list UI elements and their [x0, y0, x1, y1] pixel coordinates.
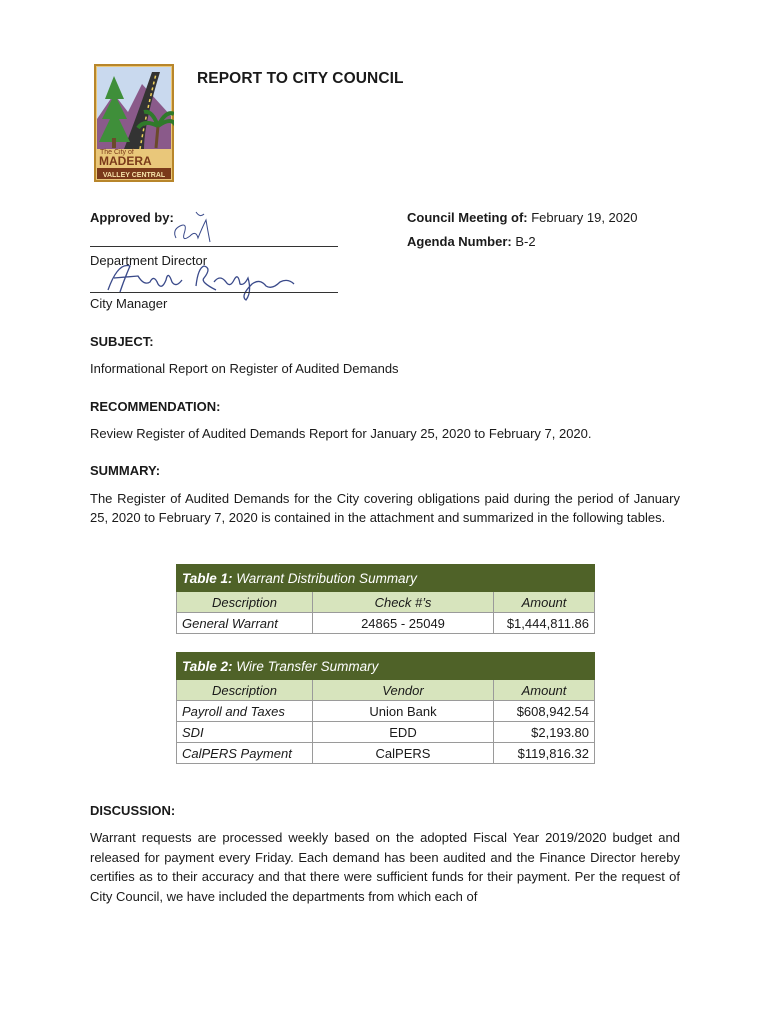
- column-header: Description: [177, 680, 313, 701]
- agenda-number-label: Agenda Number:: [407, 234, 512, 249]
- table-cell: $608,942.54: [494, 701, 595, 722]
- wire-transfer-table: [176, 652, 595, 764]
- table-row: [177, 743, 595, 764]
- summary-text: The Register of Audited Demands for the City covering obligations paid during the period of January 25, 2020 to February 7, 2020 is contained in the attachment and summarized in the following tables.: [90, 491, 680, 525]
- agenda-number-value: B-2: [515, 234, 536, 249]
- subject-heading: SUBJECT:: [90, 334, 154, 349]
- department-director-label: Department Director: [90, 253, 208, 268]
- council-meeting-date: February 19, 2020: [531, 210, 638, 225]
- logo-line3: VALLEY CENTRAL: [102, 172, 166, 179]
- table-cell: SDI: [177, 722, 313, 743]
- logo-line1: The City of: [100, 149, 134, 156]
- table-cell: General Warrant: [177, 613, 313, 634]
- column-header: Amount: [494, 680, 595, 701]
- report-title: REPORT TO CITY COUNCIL: [197, 70, 404, 87]
- table-cell: Union Bank: [313, 701, 494, 722]
- table2-caption: Table 2: Wire Transfer Summary: [177, 653, 595, 680]
- table-row: [177, 613, 595, 634]
- director-signature: [168, 208, 218, 248]
- table-cell: 24865 - 25049: [313, 613, 494, 634]
- council-meeting: [407, 210, 637, 225]
- table1-caption: Table 1: Warrant Distribution Summary: [177, 565, 595, 592]
- table-cell: EDD: [313, 722, 494, 743]
- warrant-distribution-table: [176, 564, 595, 634]
- discussion-heading: DISCUSSION:: [90, 803, 176, 818]
- director-signature-line: [90, 246, 338, 247]
- column-header: Check #’s: [313, 592, 494, 613]
- table-row: [177, 722, 595, 743]
- table-cell: $1,444,811.86: [494, 613, 595, 634]
- table-cell: Payroll and Taxes: [177, 701, 313, 722]
- city-manager-label: City Manager: [90, 296, 168, 311]
- subject-text: Informational Report on Register of Audited Demands: [90, 361, 399, 376]
- table-cell: CalPERS: [313, 743, 494, 764]
- discussion-text: Warrant requests are processed weekly based on the adopted Fiscal Year 2019/2020 budget and released for payment every Friday. Each demand has been audited and the Finance Director hereby certifies as to their accuracy and that there were sufficient funds for their payment. Per the request of City Council, we have included the departments from which each of: [90, 830, 680, 904]
- city-of-madera-logo: [94, 64, 174, 182]
- column-header: Vendor: [313, 680, 494, 701]
- summary-heading: SUMMARY:: [90, 463, 161, 478]
- table-row: [177, 701, 595, 722]
- city-manager-signature-line: [90, 292, 338, 293]
- table-cell: $2,193.80: [494, 722, 595, 743]
- recommendation-heading: RECOMMENDATION:: [90, 399, 221, 414]
- agenda-number: [407, 234, 536, 249]
- column-header: Amount: [494, 592, 595, 613]
- column-header: Description: [177, 592, 313, 613]
- council-meeting-label: Council Meeting of:: [407, 210, 528, 225]
- logo-line2: MADERA: [99, 154, 152, 168]
- recommendation-text: Review Register of Audited Demands Report for January 25, 2020 to February 7, 2020.: [90, 426, 592, 441]
- table-cell: CalPERS Payment: [177, 743, 313, 764]
- table-header-row: [177, 680, 595, 701]
- table-header-row: [177, 592, 595, 613]
- approved-by-label: Approved by:: [90, 210, 174, 225]
- table-cell: $119,816.32: [494, 743, 595, 764]
